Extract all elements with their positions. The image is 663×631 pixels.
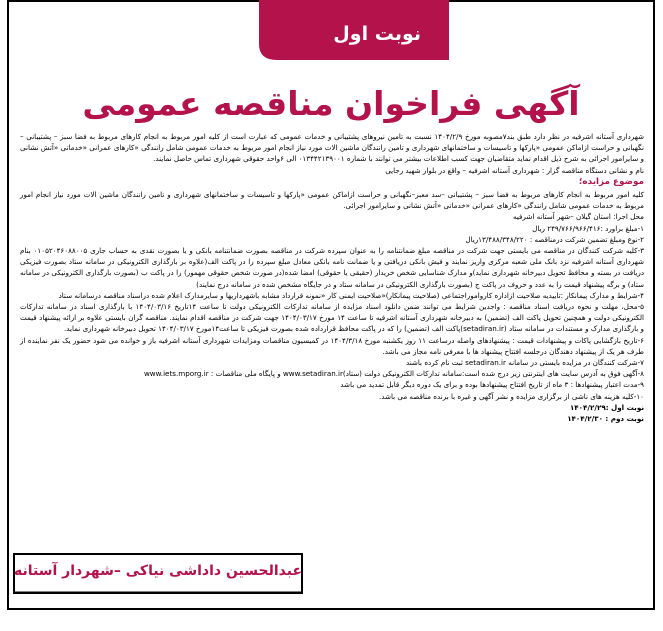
- date-first: نوبت اول :۱۴۰۴/۲/۲۹: [569, 402, 644, 412]
- signature-text: عبدالحسین داداشی نیاکی –شهردار آستانه: [13, 563, 303, 579]
- employer-line: نام و نشانی دستگاه مناقصه گزار : شهرداری آستانه اشرفیه – واقع در بلوار شهید رجایی: [385, 165, 644, 175]
- subject-heading: موضوع مزایده؛: [578, 176, 644, 187]
- notice-title: آگهی فراخوان مناقصه عمومی: [82, 84, 580, 123]
- item-4: ۴-شرایط و مدارک پیمانکار :تاییدیه صلاحیت ازاداره کارواموراجتماعی (صلاحیت پیمانکار)«صلاحیت ایمنی کار «نمونه قرارداد مشابه باشهرداریها و سایرمدارک اعلام شده دراسناد مناقصه درسامانه ستاد: [58, 290, 644, 300]
- item-7: ۷-شرکت کنندگان در مزایده بایستی در سامانه setadiran.ir ثبت نام کرده باشند: [406, 358, 644, 368]
- location-line: محل اجرا: استان گیلان –شهر آستانه اشرفیه: [513, 212, 644, 222]
- edition-label: نوبت اول: [333, 23, 421, 45]
- intro-paragraph: شهرداری آستانه اشرفیه در نظر دارد طبق بند۷مصوبه مورخ ۱۴۰۴/۲/۹ نسبت به تامین نیروهای پشتیبانی و خدمات عمومی که عبارت است از کلیه امور مربوط به انجام کارهای مربوط به فضا سبز – پشتیبانی –نگهبانی و حراست ازاماکن عمومی «پارکها و تاسیسات و ساختمانهای شهرداری و تامین رانندگان ماشین الات مورد نیاز انجام امور مربوط به خدمات عمومی شامل رانندگی «کارهای عمرانی «خدماتی «آتش نشانی و سایرامور اجرائی به شرح ذیل اقدام نماید متقاضیان جهت کسب اطلاعات بیشتر می توانند با شماره ۰۱۳۴۴۲۱۳۹۰۰۱ الی ۶واحد حقوقی شهرداری تماس حاصل نمایند.: [20, 132, 645, 164]
- item-6: ۶-تاریخ بازگشایی پاکات و پیشنهادات قیمت : پیشنهادهای واصله درساعت ۱۱ روز یکشنبه مورخ ۱۴۰۴/۳/۱۸ در کمیسیون مناقصات ومزایدات شهرداری آستانه اشرفیه باز و خوانده می شود حضور یک نفر نماینده از طرف هر یک از پیشنهاد دهندگان درجلسه افتتاح پیشنهاد ها با معرفی نامه مجاز می باشد.: [20, 335, 644, 356]
- signature-box: [13, 553, 303, 594]
- notice-body: [20, 131, 644, 424]
- item-5: ۵-محل، مهلت و نحوه دریافت اسناد مناقصه : واجدین شرایط می توانند ضمن دانلود اسناد مزایده از سامانه تدارکات الکترونیکی دولت تا ساعت ۱۴تاریخ ۱۴۰۴/۰۳/۱۶ با بارگذاری اسناد در سامانه تدارکات الکترونیکی دولت و همچنین تحویل پاکت الف (تضمین) به دبیرخانه شهرداری آستانه اشرفیه تا ساعت ۱۴ مورخ ۱۴۰۴/۰۳/۱۷ جهت شرکت در مناقصه اقدام نمایند. مناقصه گران بایستی علاوه بر ارائه پیشنهاد قیمت و بارگذاری مدارک و مستندات در سامانه ستاد (setadiran.ir)پاکت الف (تضمین) را که در پاکت محافظ قرارداده شده بصورت فیزیکی تا ساعت۱۴مورخ ۱۴۰۴/۰۳/۱۷ تحویل دبیرخانه شهرداری نماید.: [20, 302, 645, 334]
- item-1: ۱-مبلغ براورد :۲۴۹/۷۶۶/۹۶۶/۴۱۶ ریال: [532, 223, 644, 233]
- edition-banner-shape: [9, 0, 653, 78]
- date-second: نوبت دوم : ۱۴۰۴/۲/۳۰: [567, 414, 644, 424]
- edition-banner: [9, 0, 653, 78]
- item-10: ۱۰-کلیه هزینه های ناشی از برگزاری مزایده و نشر آگهی و غیره با برنده مناقصه می باشد.: [378, 391, 644, 401]
- item-8: ۸-آگهی فوق به آدرس سایت های اینترنتی زیر درج شده است:سامانه تدارکات الکترونیکی دولت (ستاد)www.setadiran.ir و پایگاه ملی مناقصات : www.iets.mporg.ir: [143, 369, 644, 379]
- item-2: ۲-نوع ومبلغ تضمین شرکت درمناقصه : ۱۳/۴۸۸/۳۴۸/۲۲۰ریال: [465, 234, 644, 244]
- notice-frame: [7, 0, 655, 610]
- subject-paragraph: کلیه امور مربوط به انجام کارهای مربوط به فضا سبز – پشتیبانی –سد معبر–نگهبانی و حراست ازاماکن عمومی «پارکها و تاسیسات و ساختمانهای شهرداری و تامین رانندگان ماشین الات مورد نیاز انجام امور مربوط به خدمات عمومی شامل رانندگی «کارهای عمرانی «خدماتی «آتش نشانی و سایرامور اجرائی.: [20, 190, 644, 211]
- item-9: ۹-مدت اعتبار پیشنهادها : ۳ ماه از تاریخ افتتاح پیشنهادها بوده و برای یک دوره دیگر قابل تمدید می باشد: [340, 380, 644, 390]
- item-3: ۳-کلیه شرکت کنندگان در مناقصه می بایستی جهت شرکت در مناقصه مبلغ ضمانتنامه را به عنوان سپرده شرکت در مناقصه بصورت ضمانتنامه بانکی و یا بصورت نقدی به حساب جاری ۰۱۰۵۲۰۴۶۰۸۸۰۰۵ بنام شهرداری آستانه اشرفیه نزد بانک ملی شعبه مرکزی واریز نمایند و فیش بانکی دریافتی و یا ضمانت نامه بانکی معادل مبلغ سپرده را در پاکت الف(علاوه بر بارگذاری الکترونیکی در سامانه ستاد بصورت فیزیکی دریافت در بسته و محافظ تحویل دبیرخانه شهرداری نماید)و مدارک شناسایی شخص خریدار (حقیقی یا حقوقی) امضا شده(در صورت شخص حقوقی مهمور) را در پاکت ب (بصورت بارگذاری الکترونیکی در سامانه ستاد) و برگه پیشنهاد قیمت را به عدد و حروف در پاکت ج (بصورت بارگذاری الکترونیکی در سامانه ستاد و در جایگاه مشخص شده در سامانه درج نمایند): [20, 246, 644, 289]
